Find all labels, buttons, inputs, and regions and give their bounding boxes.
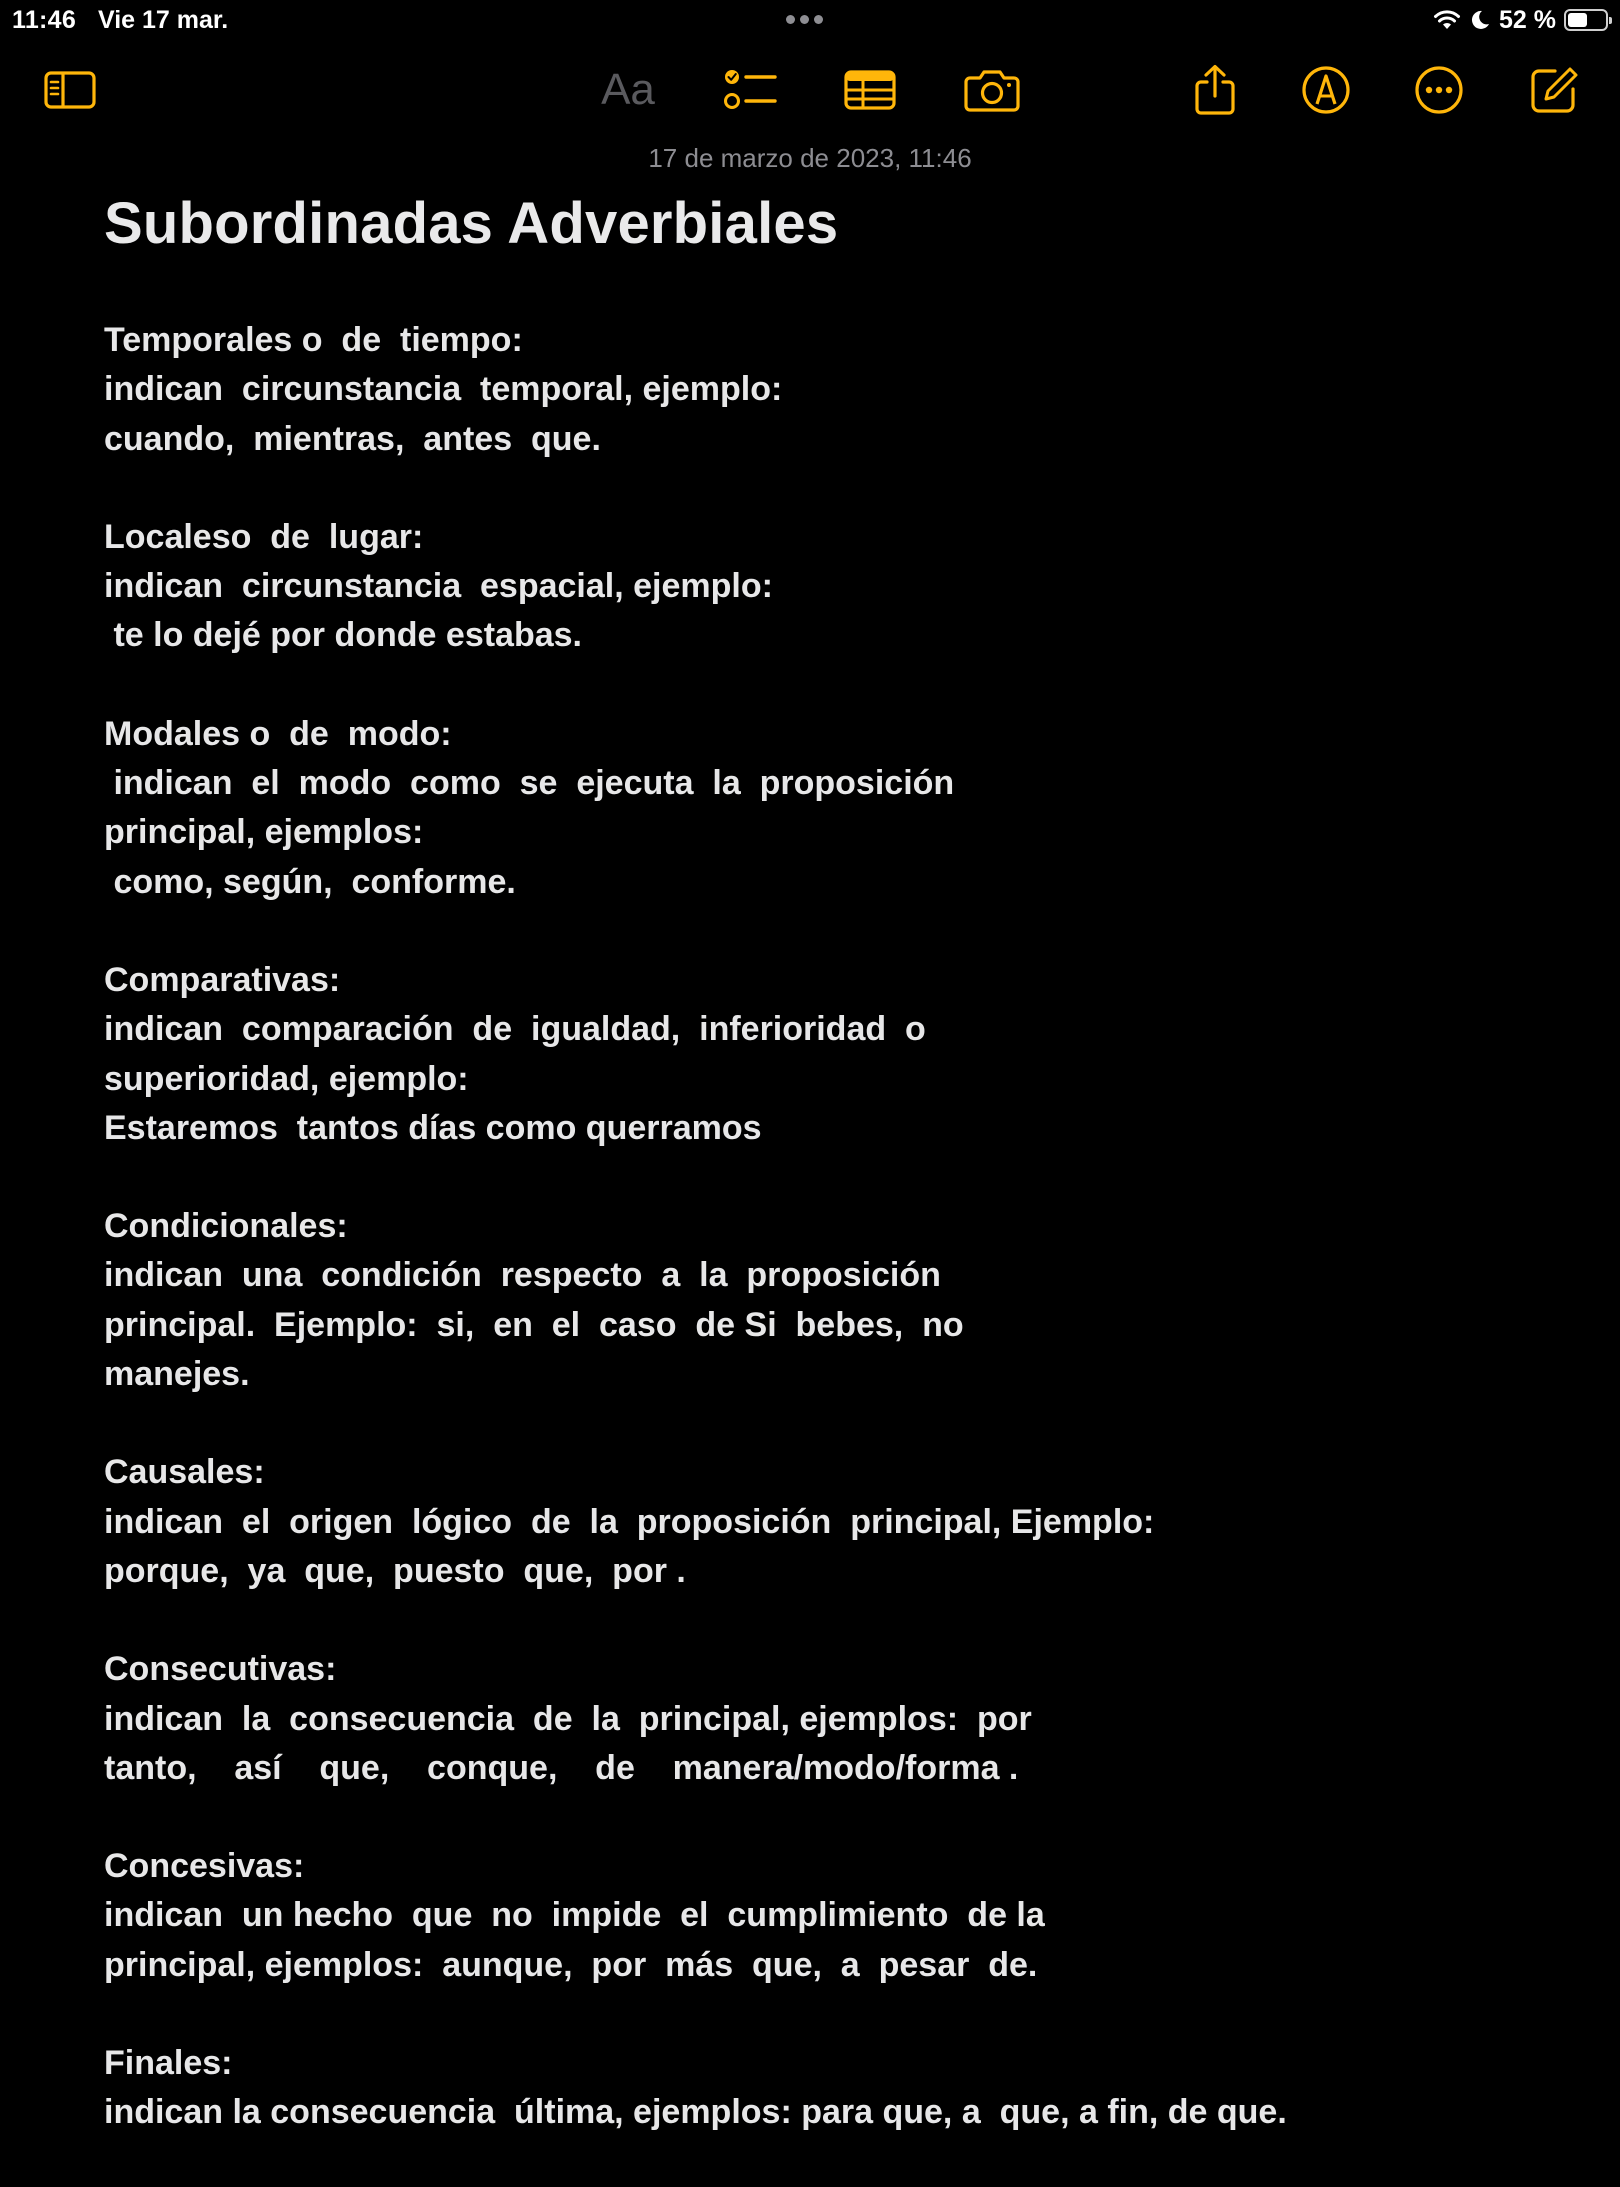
note-section <box>104 2039 1554 2138</box>
sidebar-toggle-button[interactable] <box>38 58 102 122</box>
status-date: Vie 17 mar. <box>98 6 229 34</box>
section-text-line: tanto, así que, conque, de manera/modo/forma . <box>104 1748 1019 1787</box>
section-text-line: principal, ejemplos: aunque, por más que, a pesar de. <box>104 1945 1038 1984</box>
format-button[interactable]: Aa <box>601 65 655 114</box>
section-text-line: indican comparación de igualdad, inferioridad o <box>104 1010 926 1049</box>
note-title[interactable]: Subordinadas Adverbiales <box>104 191 839 256</box>
section-heading: Consecutivas: <box>104 1650 337 1689</box>
section-text-line: indican circunstancia temporal, ejemplo: <box>104 370 783 409</box>
section-text-line: como, según, conforme. <box>104 862 516 901</box>
section-text-line: manejes. <box>104 1355 250 1394</box>
section-text-line: indican circunstancia espacial, ejemplo: <box>104 567 773 606</box>
battery-percent: 52 % <box>1499 5 1556 34</box>
section-text-line: indican la consecuencia última, ejemplos: para que, a que, a fin, de que. <box>104 2093 1287 2132</box>
section-text-line: te lo dejé por donde estabas. <box>104 616 582 655</box>
section-text-line: indican un hecho que no impide el cumplimiento de la <box>104 1896 1045 1935</box>
section-heading: Comparativas: <box>104 960 341 999</box>
note-section <box>104 710 1554 907</box>
section-text-line: principal, ejemplos: <box>104 813 424 852</box>
note-section <box>104 1645 1554 1793</box>
section-heading: Finales: <box>104 2044 233 2083</box>
section-text-line: indican la consecuencia de la principal, ejemplos: por <box>104 1699 1032 1738</box>
status-indicators <box>1433 4 1608 36</box>
markup-pen-icon <box>1301 65 1351 115</box>
note-body[interactable] <box>104 316 1554 2187</box>
section-text-line: indican el modo como se ejecuta la proposición <box>104 764 955 803</box>
moon-icon <box>1469 9 1491 31</box>
battery-level <box>1568 13 1587 27</box>
section-text-line: indican una condición respecto a la proposición <box>104 1256 941 1295</box>
camera-icon <box>964 68 1020 112</box>
note-section <box>104 1202 1554 1399</box>
status-time: 11:46 <box>12 6 77 34</box>
battery-icon <box>1564 9 1608 31</box>
note-section <box>104 316 1554 464</box>
section-heading: Concesivas: <box>104 1847 305 1886</box>
new-note-button[interactable] <box>1522 58 1586 122</box>
share-icon <box>1193 64 1237 116</box>
compose-icon <box>1529 65 1579 115</box>
note-section <box>104 956 1554 1153</box>
camera-button[interactable] <box>960 58 1024 122</box>
section-heading: Condicionales: <box>104 1207 348 1246</box>
section-text-line: Estaremos tantos días como querramos <box>104 1108 762 1147</box>
section-heading: Causales: <box>104 1453 265 1492</box>
wifi-icon <box>1433 9 1461 31</box>
section-text-line: indican el origen lógico de la proposición principal, Ejemplo: <box>104 1502 1155 1541</box>
checklist-icon <box>723 67 777 113</box>
share-button[interactable] <box>1183 58 1247 122</box>
more-options-button[interactable] <box>1407 58 1471 122</box>
table-icon <box>844 70 896 110</box>
status-bar <box>0 0 1620 40</box>
note-section <box>104 1842 1554 1990</box>
multitasking-menu-icon[interactable] <box>786 15 823 24</box>
section-text-line: porque, ya que, puesto que, por . <box>104 1551 686 1590</box>
section-heading: Temporales o de tiempo: <box>104 321 523 359</box>
note-section <box>104 513 1554 661</box>
section-text-line: cuando, mientras, antes que. <box>104 419 601 458</box>
section-heading: Modales o de modo: <box>104 714 452 753</box>
section-text-line: superioridad, ejemplo: <box>104 1059 469 1098</box>
note-date: 17 de marzo de 2023, 11:46 <box>648 143 972 173</box>
markup-button[interactable] <box>1294 58 1358 122</box>
note-section <box>104 1448 1554 1596</box>
section-text-line: principal. Ejemplo: si, en el caso de Si bebes, no <box>104 1305 964 1344</box>
section-heading: Localeso de lugar: <box>104 517 424 556</box>
checklist-button[interactable] <box>718 58 782 122</box>
table-button[interactable] <box>838 58 902 122</box>
notes-toolbar <box>0 58 1620 122</box>
sidebar-icon <box>44 70 96 110</box>
more-icon <box>1414 65 1464 115</box>
